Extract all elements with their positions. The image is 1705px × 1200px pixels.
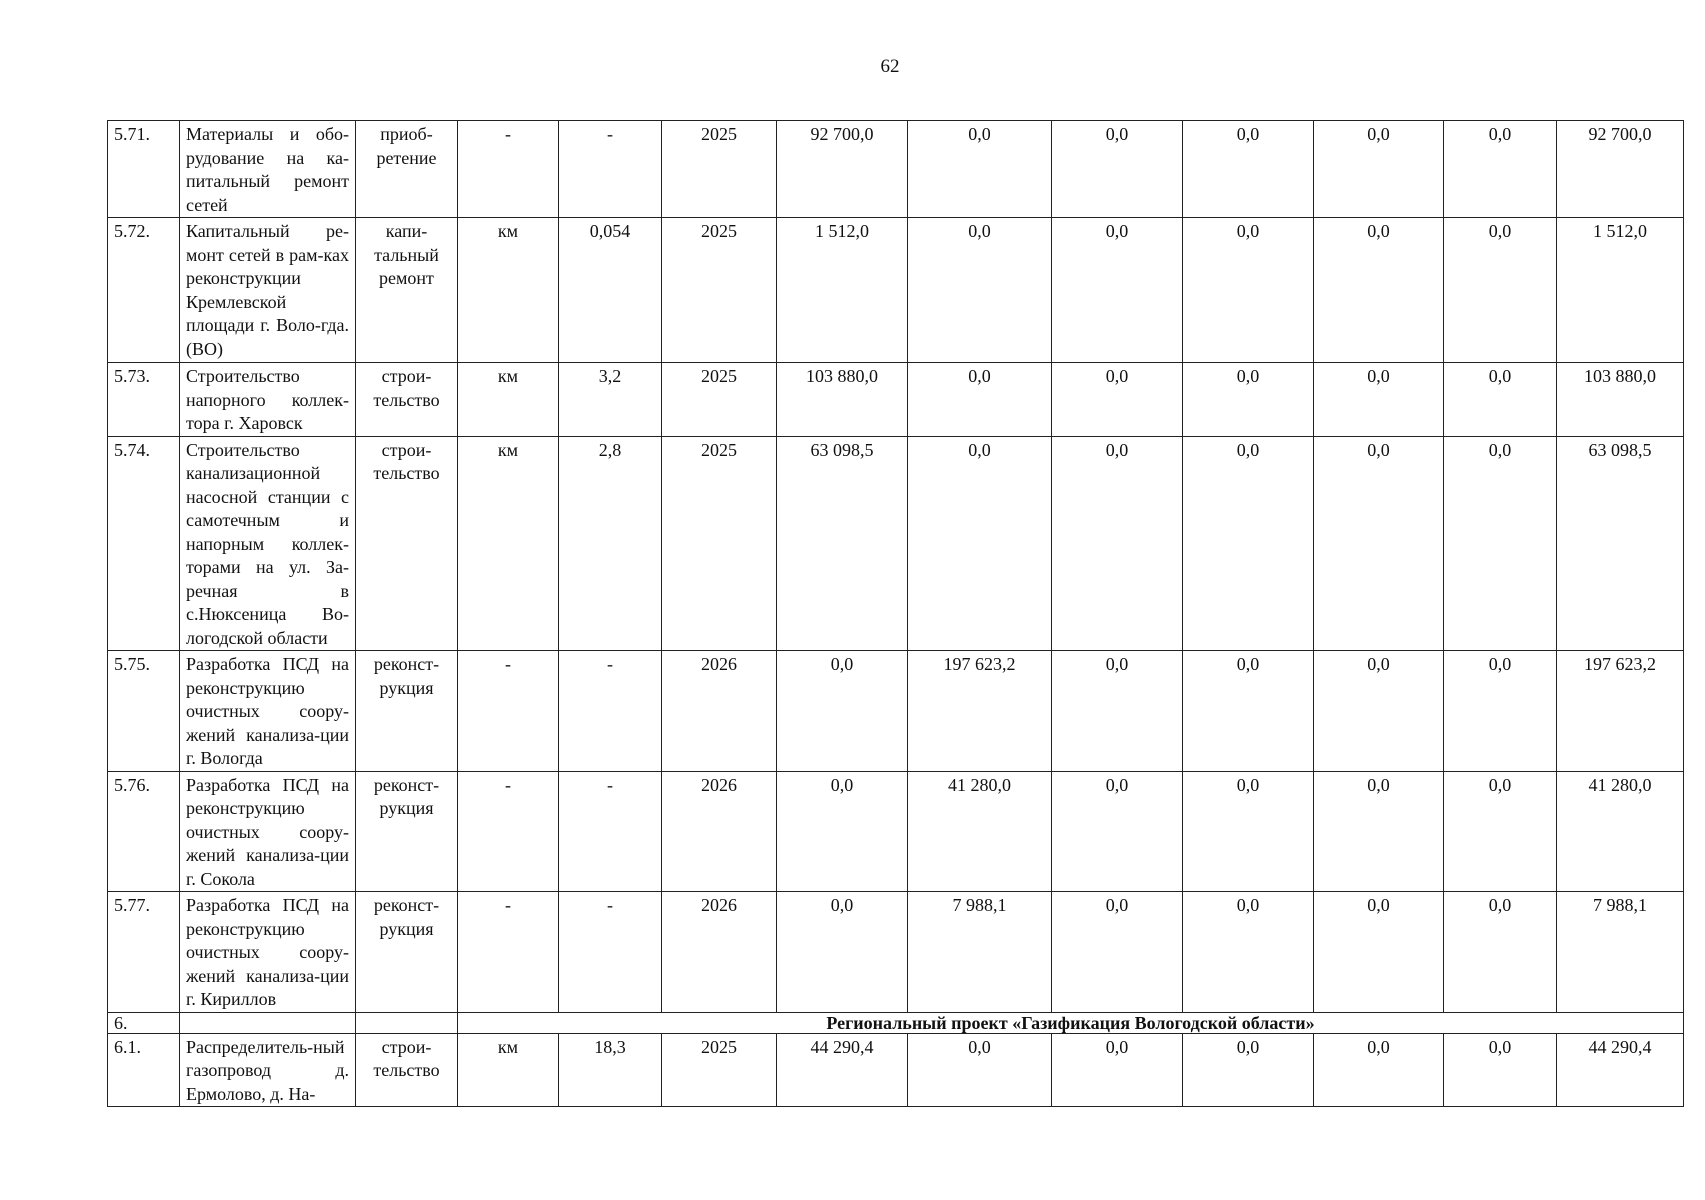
row-number: 6.1. <box>108 1033 180 1107</box>
section-row <box>108 1012 1684 1033</box>
row-value-1: 0,0 <box>777 892 908 1013</box>
row-quantity: 2,8 <box>559 436 662 651</box>
row-unit: км <box>458 436 559 651</box>
row-total: 7 988,1 <box>1557 892 1684 1013</box>
row-value-5: 0,0 <box>1314 436 1444 651</box>
row-year: 2025 <box>662 363 777 437</box>
row-value-6: 0,0 <box>1444 771 1557 892</box>
row-value-4: 0,0 <box>1183 892 1314 1013</box>
row-unit: - <box>458 651 559 772</box>
row-value-3: 0,0 <box>1052 771 1183 892</box>
row-number: 5.72. <box>108 218 180 363</box>
row-unit: - <box>458 892 559 1013</box>
row-work-type: строи-тельство <box>356 363 458 437</box>
row-total: 63 098,5 <box>1557 436 1684 651</box>
program-table <box>107 120 1684 1107</box>
row-work-type: строи-тельство <box>356 436 458 651</box>
row-value-6: 0,0 <box>1444 121 1557 218</box>
row-quantity: 0,054 <box>559 218 662 363</box>
table-row <box>108 436 1684 651</box>
row-value-3: 0,0 <box>1052 1033 1183 1107</box>
row-work-type: реконст-рукция <box>356 771 458 892</box>
row-name: Капитальный ре-монт сетей в рам-ках реконструкции Кремлевской площади г. Воло-гда. (ВО) <box>180 218 356 363</box>
row-value-3: 0,0 <box>1052 436 1183 651</box>
row-value-5: 0,0 <box>1314 121 1444 218</box>
row-total: 41 280,0 <box>1557 771 1684 892</box>
row-value-2: 0,0 <box>908 121 1052 218</box>
row-total: 1 512,0 <box>1557 218 1684 363</box>
row-work-type: приоб-ретение <box>356 121 458 218</box>
row-unit: км <box>458 1033 559 1107</box>
row-work-type: строи-тельство <box>356 1033 458 1107</box>
row-value-4: 0,0 <box>1183 651 1314 772</box>
row-value-5: 0,0 <box>1314 363 1444 437</box>
section-title: Региональный проект «Газификация Вологодской области» <box>458 1012 1684 1033</box>
row-work-type: реконст-рукция <box>356 651 458 772</box>
row-total: 92 700,0 <box>1557 121 1684 218</box>
row-value-5: 0,0 <box>1314 771 1444 892</box>
row-value-6: 0,0 <box>1444 436 1557 651</box>
row-value-3: 0,0 <box>1052 363 1183 437</box>
row-name: Разработка ПСД на реконструкцию очистных соору-жений канализа-ции г. Кириллов <box>180 892 356 1013</box>
row-number: 5.74. <box>108 436 180 651</box>
row-value-5: 0,0 <box>1314 892 1444 1013</box>
row-value-6: 0,0 <box>1444 363 1557 437</box>
page-number: 62 <box>880 56 900 77</box>
row-value-2: 41 280,0 <box>908 771 1052 892</box>
row-value-1: 1 512,0 <box>777 218 908 363</box>
table-row <box>108 363 1684 437</box>
row-unit: км <box>458 363 559 437</box>
row-value-3: 0,0 <box>1052 892 1183 1013</box>
row-quantity: 3,2 <box>559 363 662 437</box>
row-total: 44 290,4 <box>1557 1033 1684 1107</box>
row-value-5: 0,0 <box>1314 651 1444 772</box>
row-number: 5.76. <box>108 771 180 892</box>
row-value-1: 103 880,0 <box>777 363 908 437</box>
row-name: Разработка ПСД на реконструкцию очистных соору-жений канализа-ции г. Вологда <box>180 651 356 772</box>
section-empty-cell <box>356 1012 458 1033</box>
table-row <box>108 121 1684 218</box>
row-value-2: 0,0 <box>908 218 1052 363</box>
table-row <box>108 1033 1684 1107</box>
table-row <box>108 651 1684 772</box>
row-value-4: 0,0 <box>1183 218 1314 363</box>
row-value-1: 0,0 <box>777 651 908 772</box>
row-work-type: реконст-рукция <box>356 892 458 1013</box>
row-name: Строительство напорного коллек-тора г. Харовск <box>180 363 356 437</box>
row-quantity: - <box>559 771 662 892</box>
row-value-3: 0,0 <box>1052 121 1183 218</box>
row-unit: км <box>458 218 559 363</box>
table-row <box>108 892 1684 1013</box>
row-name: Строительство канализационной насосной станции с самотечным и напорным коллек-торами на ул. За-речная в с.Нюксеница Во-логодской области <box>180 436 356 651</box>
row-number: 5.77. <box>108 892 180 1013</box>
row-value-6: 0,0 <box>1444 1033 1557 1107</box>
row-value-1: 44 290,4 <box>777 1033 908 1107</box>
row-value-5: 0,0 <box>1314 1033 1444 1107</box>
table-row <box>108 218 1684 363</box>
row-value-2: 7 988,1 <box>908 892 1052 1013</box>
row-value-2: 0,0 <box>908 436 1052 651</box>
row-value-2: 0,0 <box>908 1033 1052 1107</box>
row-year: 2025 <box>662 436 777 651</box>
row-value-2: 0,0 <box>908 363 1052 437</box>
row-unit: - <box>458 121 559 218</box>
row-value-1: 63 098,5 <box>777 436 908 651</box>
row-year: 2026 <box>662 771 777 892</box>
row-year: 2026 <box>662 892 777 1013</box>
row-total: 103 880,0 <box>1557 363 1684 437</box>
row-value-2: 197 623,2 <box>908 651 1052 772</box>
row-value-4: 0,0 <box>1183 436 1314 651</box>
row-value-4: 0,0 <box>1183 121 1314 218</box>
row-value-3: 0,0 <box>1052 218 1183 363</box>
section-number: 6. <box>108 1012 180 1033</box>
row-year: 2025 <box>662 218 777 363</box>
row-year: 2025 <box>662 121 777 218</box>
row-number: 5.71. <box>108 121 180 218</box>
row-quantity: 18,3 <box>559 1033 662 1107</box>
row-number: 5.73. <box>108 363 180 437</box>
table-row <box>108 771 1684 892</box>
row-value-1: 0,0 <box>777 771 908 892</box>
row-total: 197 623,2 <box>1557 651 1684 772</box>
row-year: 2026 <box>662 651 777 772</box>
row-name: Разработка ПСД на реконструкцию очистных соору-жений канализа-ции г. Сокола <box>180 771 356 892</box>
row-value-4: 0,0 <box>1183 1033 1314 1107</box>
row-unit: - <box>458 771 559 892</box>
row-quantity: - <box>559 892 662 1013</box>
row-year: 2025 <box>662 1033 777 1107</box>
section-empty-cell <box>180 1012 356 1033</box>
row-quantity: - <box>559 651 662 772</box>
row-name: Материалы и обо-рудование на ка-питальный ремонт сетей <box>180 121 356 218</box>
row-quantity: - <box>559 121 662 218</box>
row-value-3: 0,0 <box>1052 651 1183 772</box>
row-value-4: 0,0 <box>1183 363 1314 437</box>
row-number: 5.75. <box>108 651 180 772</box>
row-value-6: 0,0 <box>1444 892 1557 1013</box>
row-value-1: 92 700,0 <box>777 121 908 218</box>
row-work-type: капи-тальный ремонт <box>356 218 458 363</box>
row-value-6: 0,0 <box>1444 218 1557 363</box>
row-value-6: 0,0 <box>1444 651 1557 772</box>
row-value-4: 0,0 <box>1183 771 1314 892</box>
row-name: Распределитель-ный газопровод д. Ермолово, д. На- <box>180 1033 356 1107</box>
row-value-5: 0,0 <box>1314 218 1444 363</box>
